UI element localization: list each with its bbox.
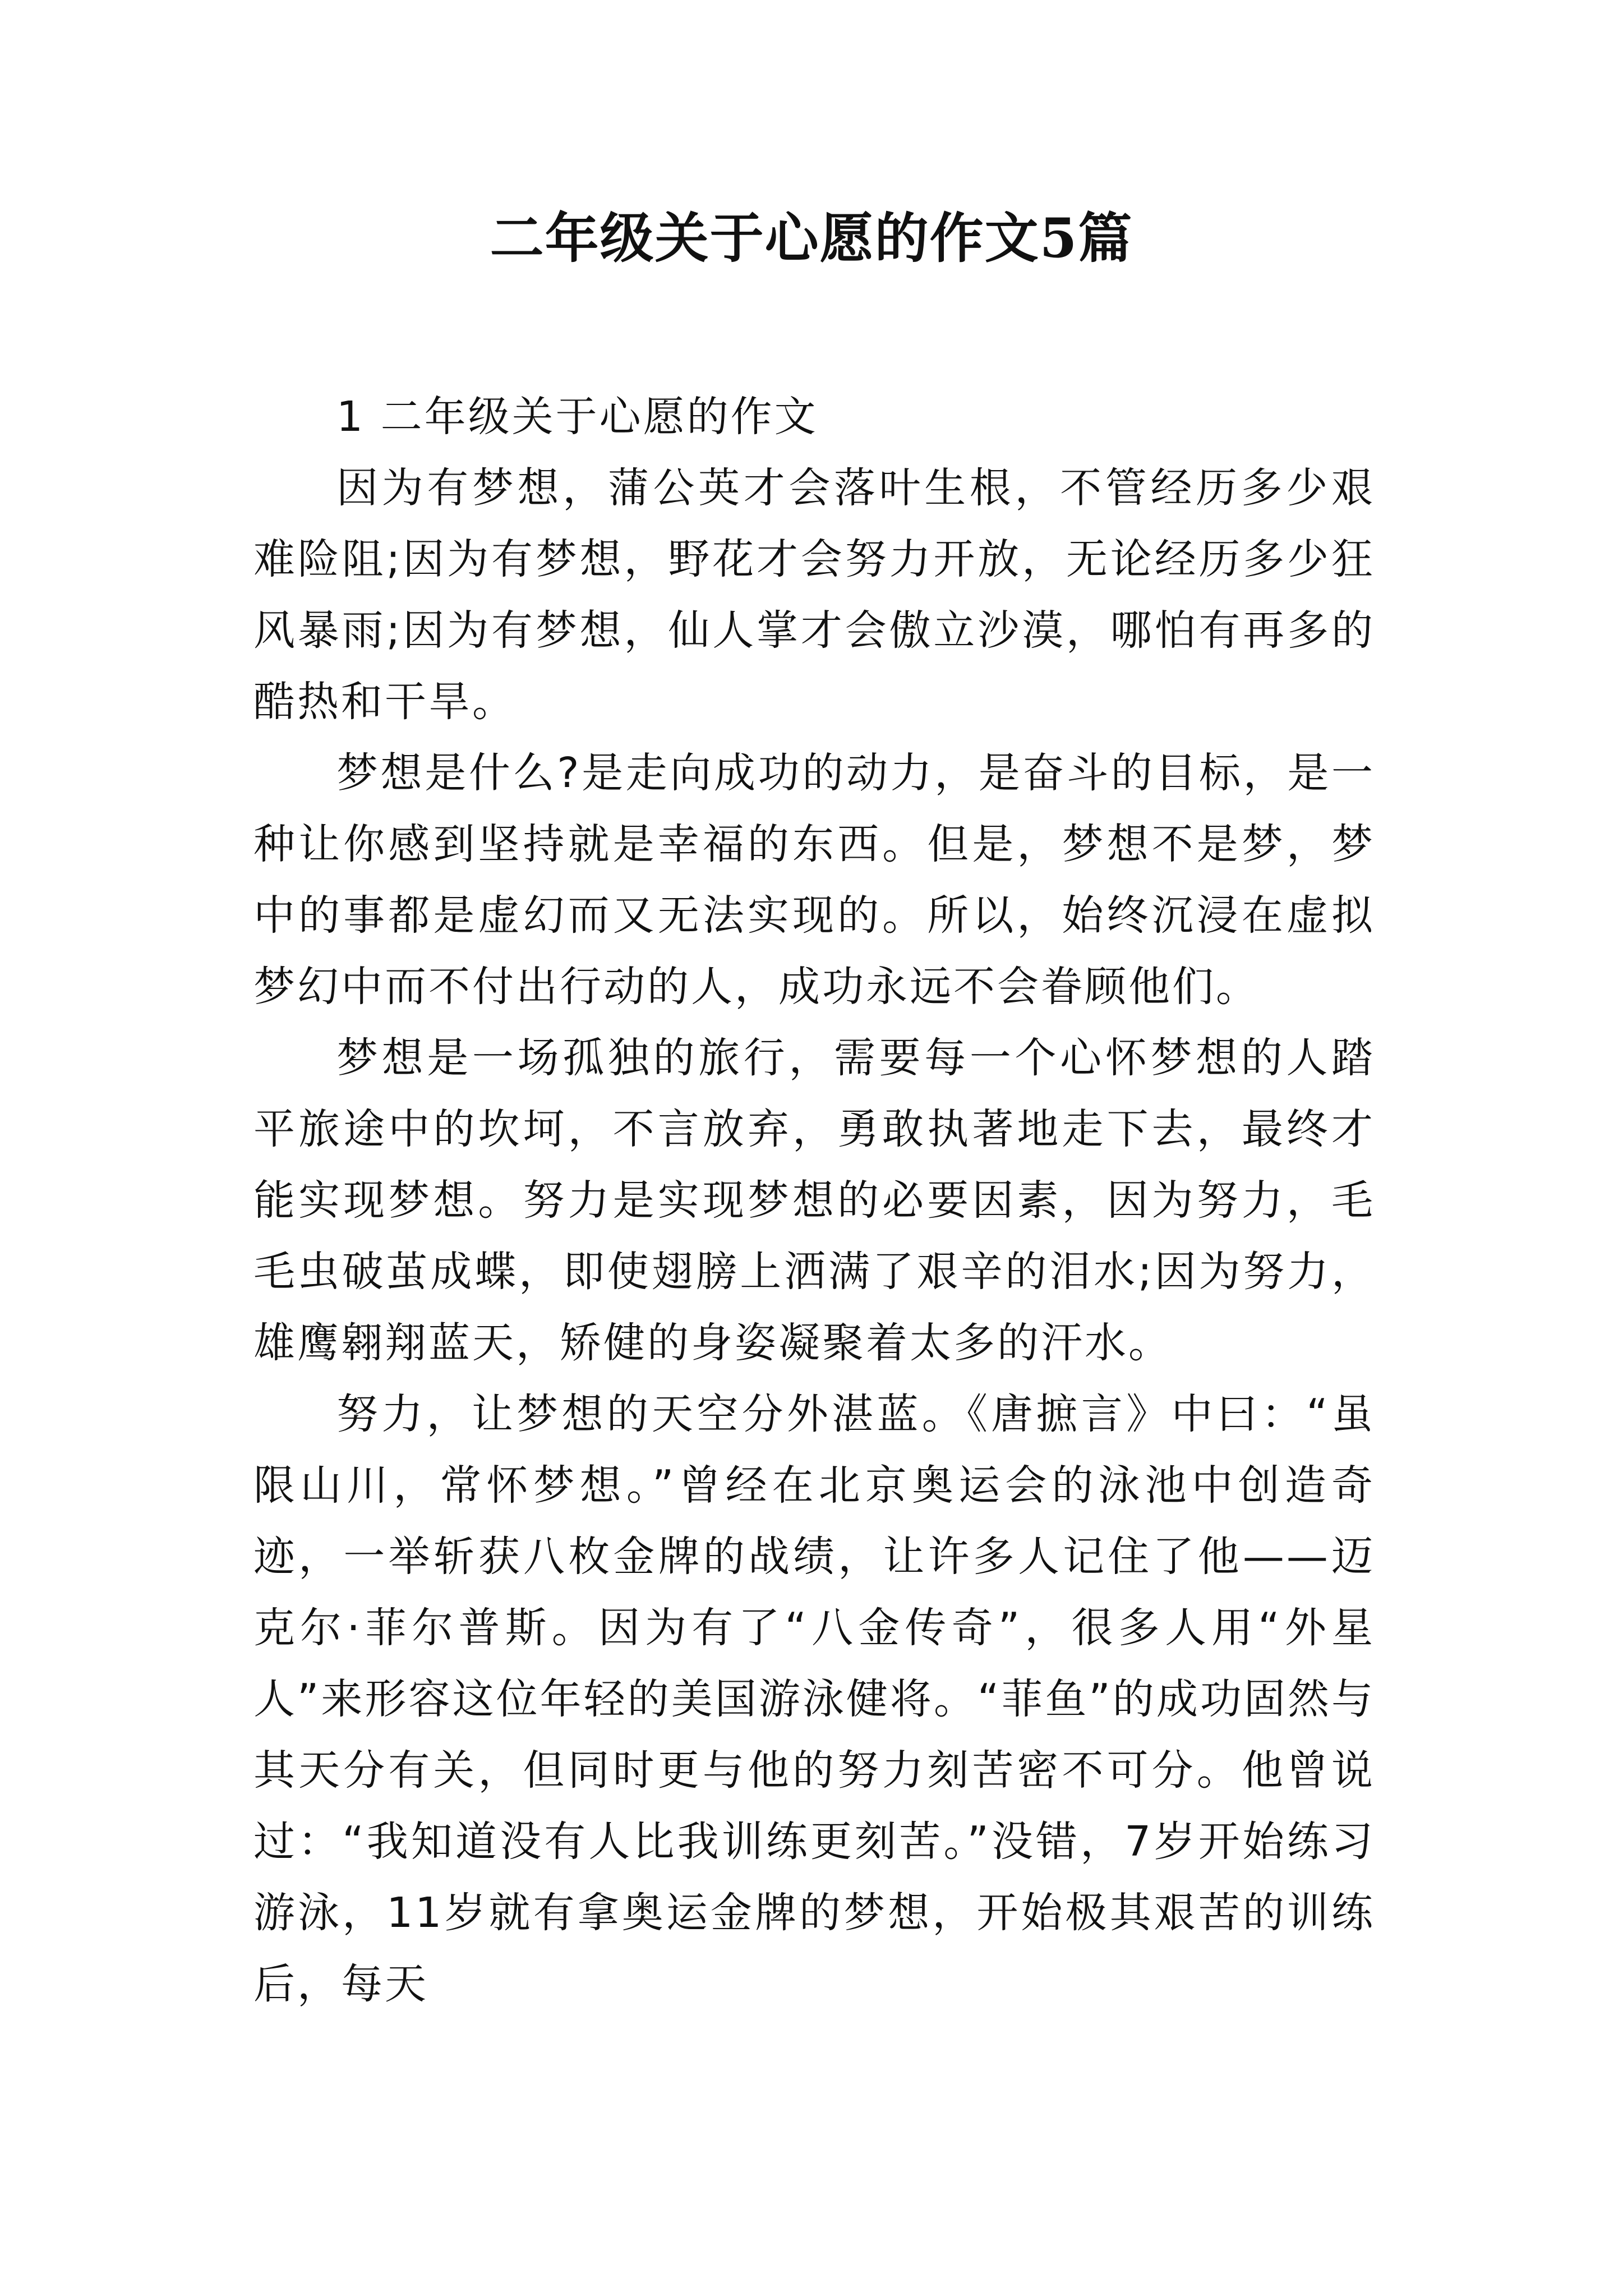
paragraph-2: 梦想是什么?是走向成功的动力，是奋斗的目标，是一种让你感到坚持就是幸福的东西。但是，梦想不是梦，梦中的事都是虚幻而又无法实现的。所以，始终沉浸在虚拟梦幻中而不付出行动的人，成功永远不会眷顾他们。 [253,749,1375,1011]
document-title: 二年级关于心愿的作文5篇 [490,206,1133,270]
document-body [253,381,1375,2020]
paragraph-1: 因为有梦想，蒲公英才会落叶生根，不管经历多少艰难险阻;因为有梦想，野花才会努力开放，无论经历多少狂风暴雨;因为有梦想，仙人掌才会傲立沙漠，哪怕有再多的酷热和干旱。 [253,464,1375,726]
paragraph-3: 梦想是一场孤独的旅行，需要每一个心怀梦想的人踏平旅途中的坎坷，不言放弃，勇敢执著地走下去，最终才能实现梦想。努力是实现梦想的必要因素，因为努力，毛毛虫破茧成蝶，即使翅膀上洒满了艰辛的泪水;因为努力，雄鹰翱翔蓝天，矫健的身姿凝聚着太多的汗水。 [253,1034,1375,1367]
paragraph-4: 努力，让梦想的天空分外湛蓝。《唐摭言》中曰：“虽限山川，常怀梦想。”曾经在北京奥运会的泳池中创造奇迹，一举斩获八枚金牌的战绩，让许多人记住了他——迈克尔·菲尔普斯。因为有了“八金传奇”，很多人用“外星人”来形容这位年轻的美国游泳健将。“菲鱼”的成功固然与其天分有关，但同时更与他的努力刻苦密不可分。他曾说过：“我知道没有人比我训练更刻苦。”没错，7岁开始练习游泳，11岁就有拿奥运金牌的梦想，开始极其艰苦的训练后，每天 [253,1390,1375,2008]
section-heading: 1 二年级关于心愿的作文 [336,393,818,441]
